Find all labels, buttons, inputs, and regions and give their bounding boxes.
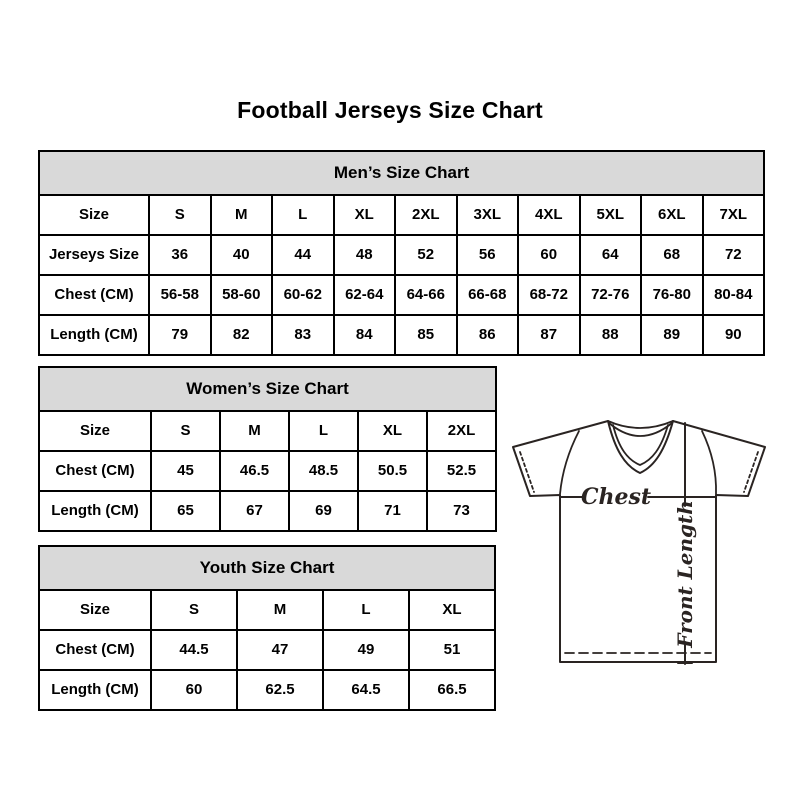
cell: 48.5: [289, 451, 358, 491]
cell: S: [149, 195, 211, 235]
cell: 68: [641, 235, 703, 275]
cell: 90: [703, 315, 765, 355]
cell: 52.5: [427, 451, 496, 491]
row-label-jerseys-size: Jerseys Size: [39, 235, 149, 275]
row-label-chest: Chest (CM): [39, 630, 151, 670]
cell: 80-84: [703, 275, 765, 315]
row-label-size: Size: [39, 411, 151, 451]
jersey-collar: [608, 421, 673, 473]
cell: 47: [237, 630, 323, 670]
cell: 87: [518, 315, 580, 355]
youth-chart-header: Youth Size Chart: [39, 546, 495, 590]
cell: 40: [211, 235, 273, 275]
table-header-row: [39, 151, 764, 195]
cell: 67: [220, 491, 289, 531]
cell: 89: [641, 315, 703, 355]
table-row: [39, 411, 496, 451]
cell: 82: [211, 315, 273, 355]
cell: 62.5: [237, 670, 323, 710]
cell: 60-62: [272, 275, 334, 315]
cell: 83: [272, 315, 334, 355]
table-row: [39, 630, 495, 670]
cell: L: [323, 590, 409, 630]
cell: 71: [358, 491, 427, 531]
table-row: [39, 195, 764, 235]
cell: 64-66: [395, 275, 457, 315]
cell: M: [220, 411, 289, 451]
cell: 64.5: [323, 670, 409, 710]
cell: 66-68: [457, 275, 519, 315]
cell: 73: [427, 491, 496, 531]
cell: 79: [149, 315, 211, 355]
cell: 50.5: [358, 451, 427, 491]
cell: 2XL: [427, 411, 496, 451]
cell: 52: [395, 235, 457, 275]
table-row: [39, 315, 764, 355]
row-label-length: Length (CM): [39, 670, 151, 710]
cell: M: [237, 590, 323, 630]
cell: 56-58: [149, 275, 211, 315]
cell: 76-80: [641, 275, 703, 315]
youth-size-chart-table: [38, 545, 496, 711]
cell: 88: [580, 315, 642, 355]
cell: S: [151, 590, 237, 630]
cell: M: [211, 195, 273, 235]
cell: 60: [151, 670, 237, 710]
jersey-diagram: [505, 402, 769, 668]
cell: L: [272, 195, 334, 235]
table-row: [39, 491, 496, 531]
cell: 36: [149, 235, 211, 275]
cell: 7XL: [703, 195, 765, 235]
front-length-label: Front Length: [673, 500, 697, 648]
cell: 66.5: [409, 670, 495, 710]
cell: 86: [457, 315, 519, 355]
womens-chart-header: Women’s Size Chart: [39, 367, 496, 411]
cell: 62-64: [334, 275, 396, 315]
cell: 3XL: [457, 195, 519, 235]
row-label-chest: Chest (CM): [39, 275, 149, 315]
cell: 65: [151, 491, 220, 531]
table-row: [39, 275, 764, 315]
mens-chart-header: Men’s Size Chart: [39, 151, 764, 195]
chest-label: Chest: [580, 484, 652, 510]
cell: 69: [289, 491, 358, 531]
row-label-length: Length (CM): [39, 491, 151, 531]
cell: XL: [409, 590, 495, 630]
jersey-outline: [513, 421, 765, 662]
cell: 2XL: [395, 195, 457, 235]
table-header-row: [39, 546, 495, 590]
row-label-length: Length (CM): [39, 315, 149, 355]
table-header-row: [39, 367, 496, 411]
row-label-size: Size: [39, 590, 151, 630]
cell: 64: [580, 235, 642, 275]
cell: L: [289, 411, 358, 451]
cell: 44.5: [151, 630, 237, 670]
row-label-size: Size: [39, 195, 149, 235]
table-row: [39, 235, 764, 275]
row-label-chest: Chest (CM): [39, 451, 151, 491]
cell: 58-60: [211, 275, 273, 315]
cell: 72-76: [580, 275, 642, 315]
cell: XL: [358, 411, 427, 451]
page-title: Football Jerseys Size Chart: [237, 97, 543, 123]
cell: 72: [703, 235, 765, 275]
cell: 84: [334, 315, 396, 355]
table-row: [39, 451, 496, 491]
cell: 6XL: [641, 195, 703, 235]
mens-size-chart-table: [38, 150, 765, 356]
table-row: [39, 670, 495, 710]
cell: 68-72: [518, 275, 580, 315]
cell: 49: [323, 630, 409, 670]
cell: 85: [395, 315, 457, 355]
cell: 56: [457, 235, 519, 275]
cell: 4XL: [518, 195, 580, 235]
cell: S: [151, 411, 220, 451]
cell: 45: [151, 451, 220, 491]
womens-size-chart-table: [38, 366, 497, 532]
cell: 46.5: [220, 451, 289, 491]
cell: 5XL: [580, 195, 642, 235]
cell: XL: [334, 195, 396, 235]
cell: 51: [409, 630, 495, 670]
cell: 60: [518, 235, 580, 275]
cell: 48: [334, 235, 396, 275]
cell: 44: [272, 235, 334, 275]
table-row: [39, 590, 495, 630]
